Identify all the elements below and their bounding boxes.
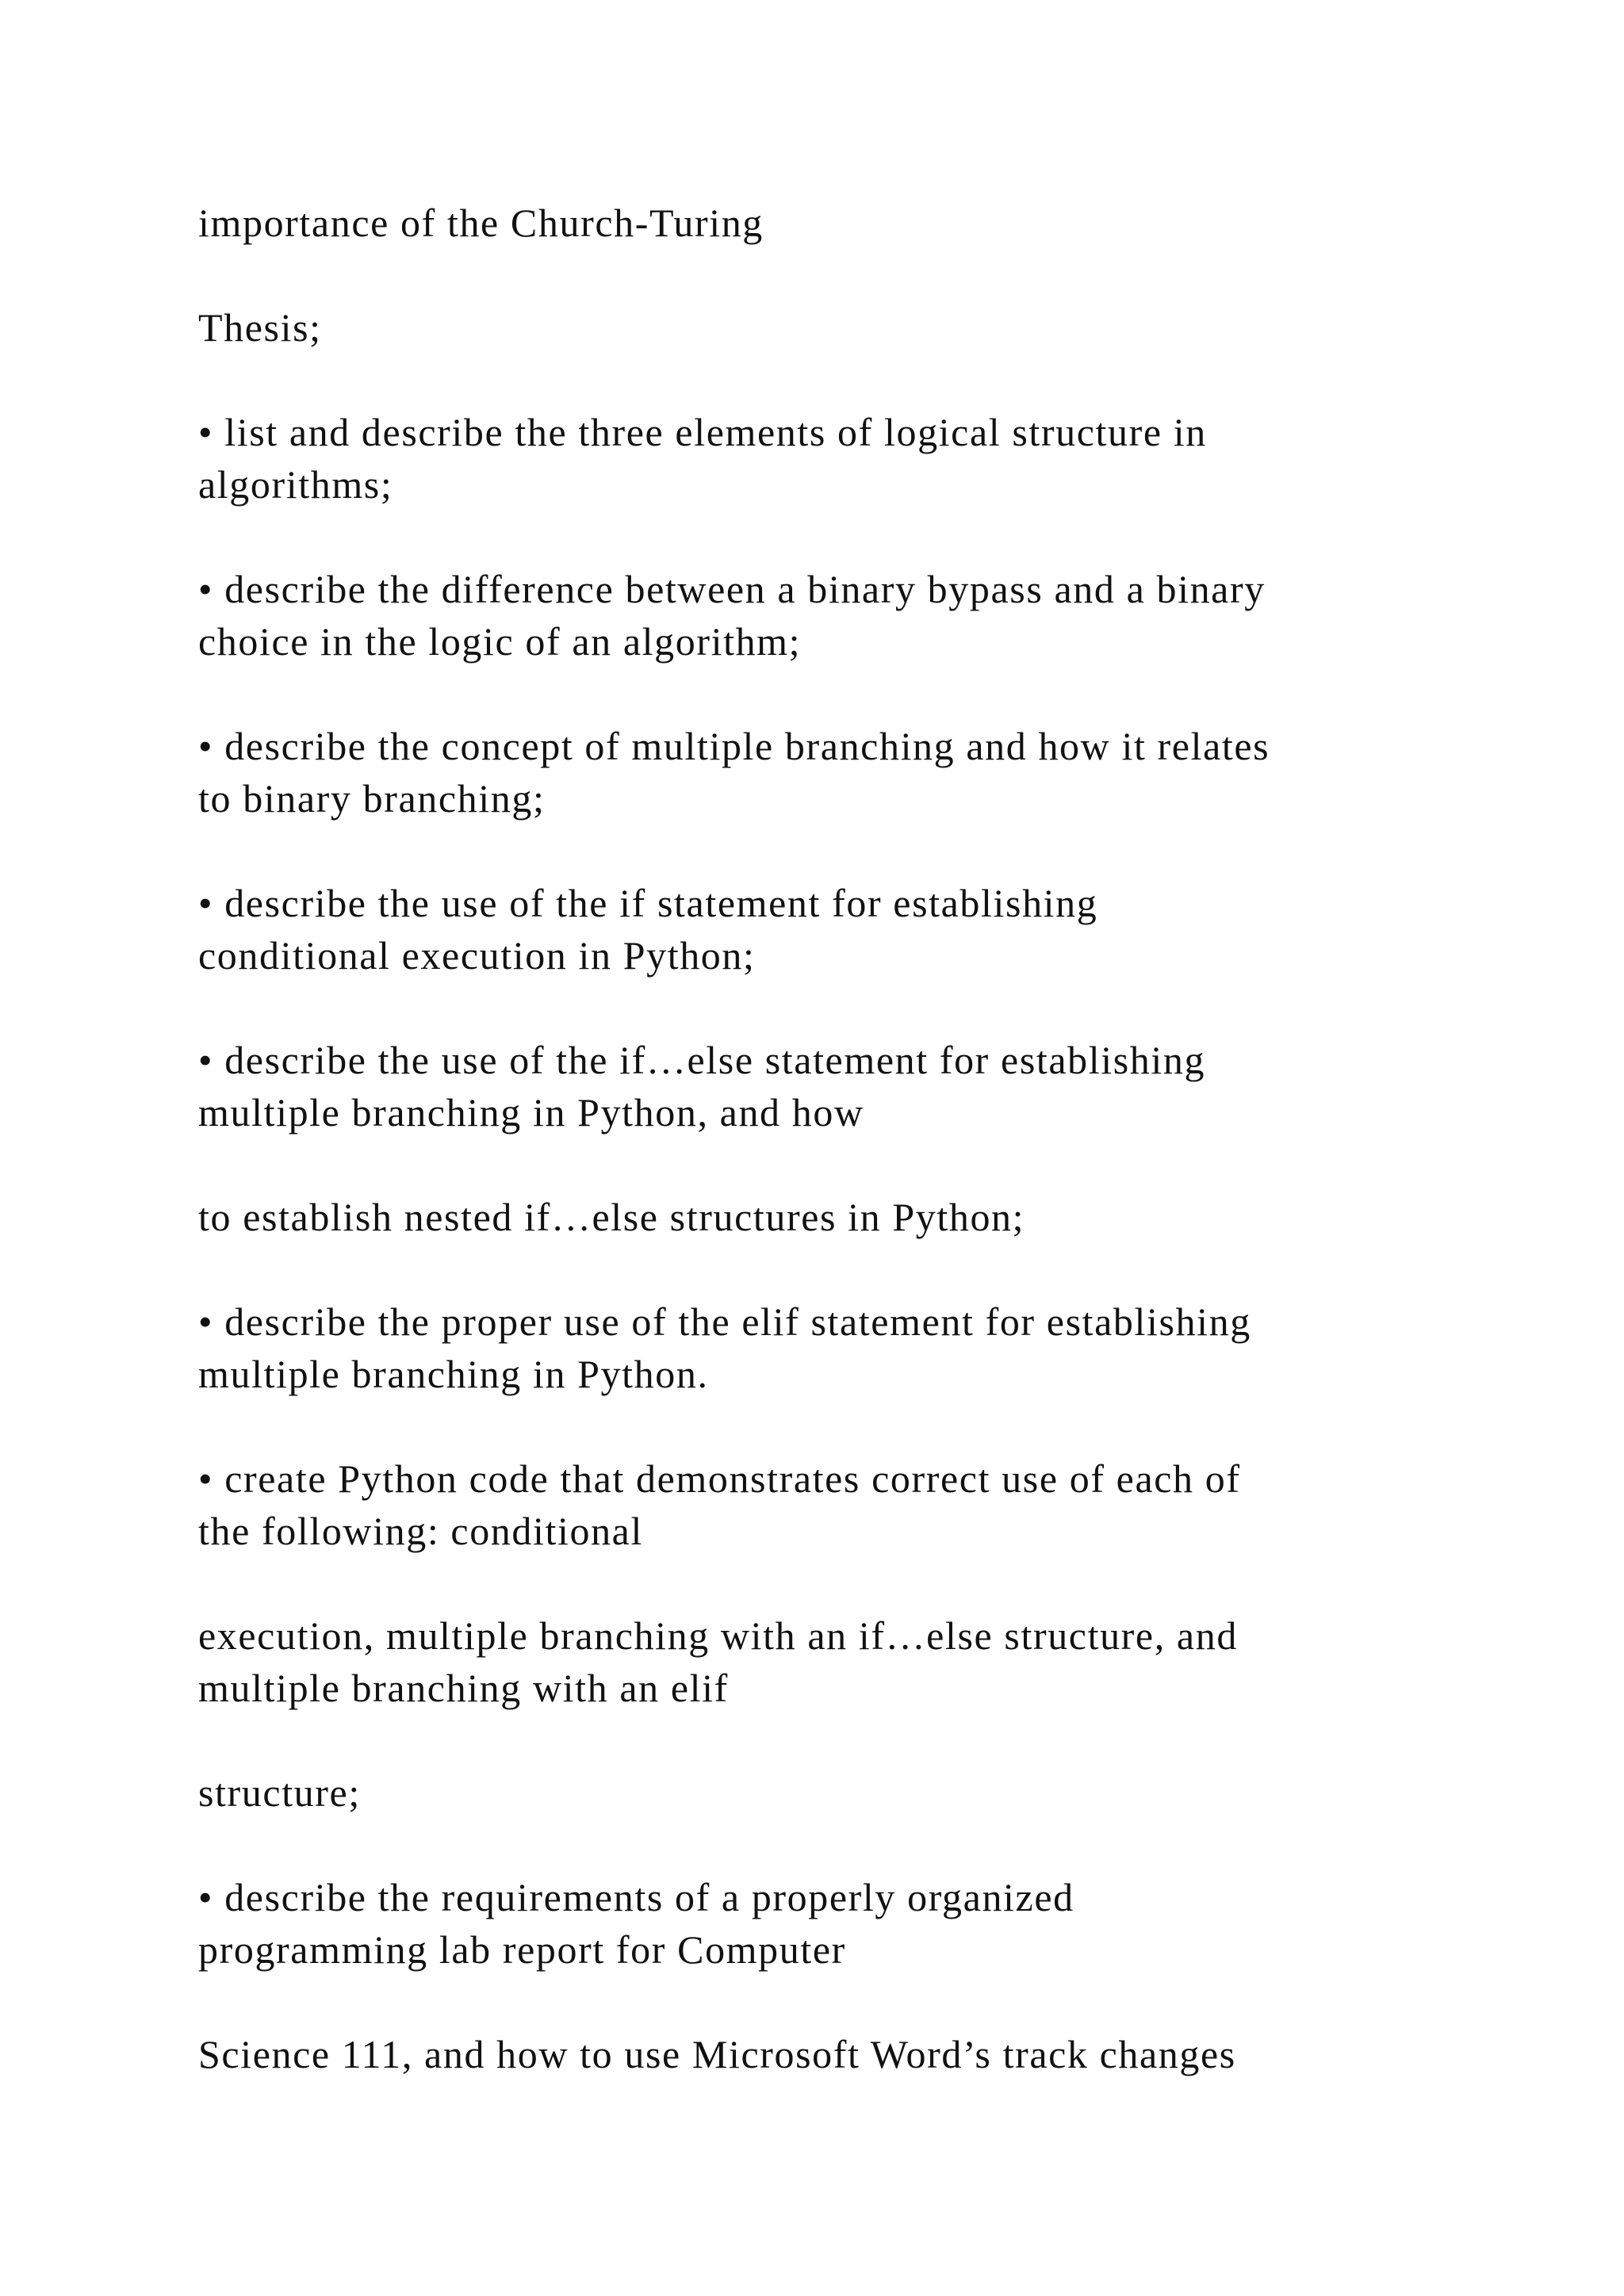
text-line: • list and describe the three elements of logical structure in [198,410,1207,454]
text-line: execution, multiple branching with an if…else structure, and [198,1613,1238,1658]
text-line: • describe the difference between a binary bypass and a binary [198,567,1266,611]
text-line: Science 111, and how to use Microsoft Word’s track changes [198,2032,1236,2076]
text-line: to binary branching; [198,776,546,821]
text-line: structure; [198,1770,361,1815]
text-line: algorithms; [198,462,393,507]
text-line: • describe the use of the if…else statement for establishing [198,1038,1206,1082]
text-line: • describe the proper use of the elif statement for establishing [198,1299,1251,1344]
text-line: multiple branching with an elif [198,1666,729,1710]
text-line: importance of the Church-Turing [198,201,764,245]
text-line: programming lab report for Computer [198,1927,846,1972]
text-line: the following: conditional [198,1509,643,1553]
text-line: • describe the concept of multiple branching and how it relates [198,724,1270,768]
text-line: choice in the logic of an algorithm; [198,619,802,664]
text-line: • create Python code that demonstrates correct use of each of [198,1456,1241,1501]
text-line: to establish nested if…else structures in Python; [198,1195,1025,1239]
text-line: multiple branching in Python, and how [198,1090,864,1135]
text-line: conditional execution in Python; [198,933,756,978]
text-line: multiple branching in Python. [198,1352,709,1396]
text-line: • describe the use of the if statement for establishing [198,881,1098,925]
text-line: Thesis; [198,305,322,350]
text-line: • describe the requirements of a properly organized [198,1875,1074,1919]
